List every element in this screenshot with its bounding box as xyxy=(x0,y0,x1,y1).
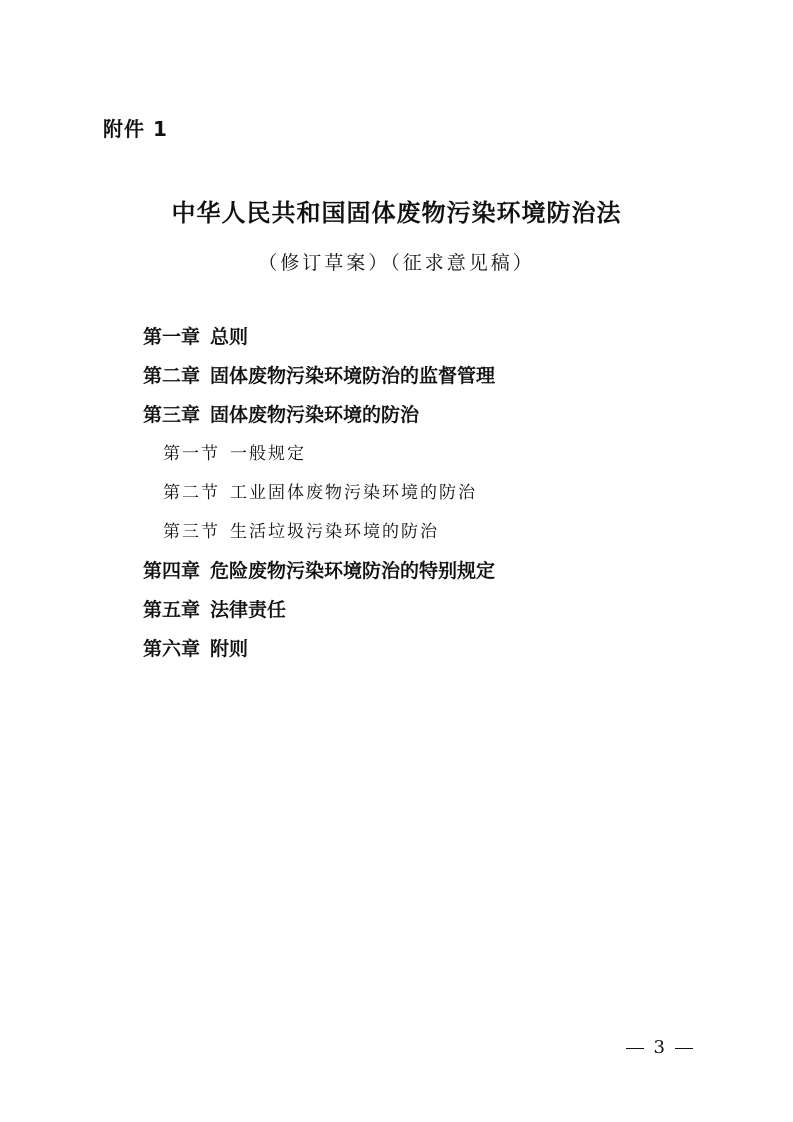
document-title: 中华人民共和国固体废物污染环境防治法 xyxy=(171,199,622,227)
toc-section-3 xyxy=(143,517,495,556)
toc-chapter-1 xyxy=(143,322,495,361)
table-of-contents xyxy=(143,322,495,673)
toc-item-number: 第三章 xyxy=(143,404,201,426)
toc-item-text: 工业固体废物污染环境的防治 xyxy=(230,483,477,503)
dash-right xyxy=(675,1048,693,1049)
toc-item-text: 总则 xyxy=(210,326,249,348)
toc-section-1 xyxy=(143,439,495,478)
dash-left xyxy=(626,1048,644,1049)
page-number-value: 3 xyxy=(653,1037,665,1058)
document-subtitle: （修订草案）（征求意见稿） xyxy=(258,252,535,274)
toc-item-number: 第二节 xyxy=(163,483,220,503)
toc-chapter-4 xyxy=(143,556,495,595)
toc-item-text: 生活垃圾污染环境的防治 xyxy=(230,522,439,542)
toc-item-text: 固体废物污染环境防治的监督管理 xyxy=(210,365,496,387)
toc-chapter-5 xyxy=(143,595,495,634)
toc-item-text: 法律责任 xyxy=(210,599,287,621)
toc-item-text: 固体废物污染环境的防治 xyxy=(210,404,420,426)
toc-item-number: 第五章 xyxy=(143,599,201,621)
toc-item-text: 一般规定 xyxy=(230,444,306,464)
toc-item-number: 第二章 xyxy=(143,365,201,387)
toc-chapter-2 xyxy=(143,361,495,400)
toc-item-text: 危险废物污染环境防治的特别规定 xyxy=(210,560,496,582)
toc-section-2 xyxy=(143,478,495,517)
toc-chapter-6 xyxy=(143,634,495,673)
toc-item-number: 第六章 xyxy=(143,638,201,660)
toc-item-number: 第一章 xyxy=(143,326,201,348)
toc-item-number: 第一节 xyxy=(163,444,220,464)
toc-item-text: 附则 xyxy=(210,638,249,660)
toc-item-number: 第三节 xyxy=(163,522,220,542)
page-number xyxy=(626,1035,693,1061)
toc-item-number: 第四章 xyxy=(143,560,201,582)
toc-chapter-3 xyxy=(143,400,495,439)
attachment-label: 附件 1 xyxy=(103,117,168,141)
